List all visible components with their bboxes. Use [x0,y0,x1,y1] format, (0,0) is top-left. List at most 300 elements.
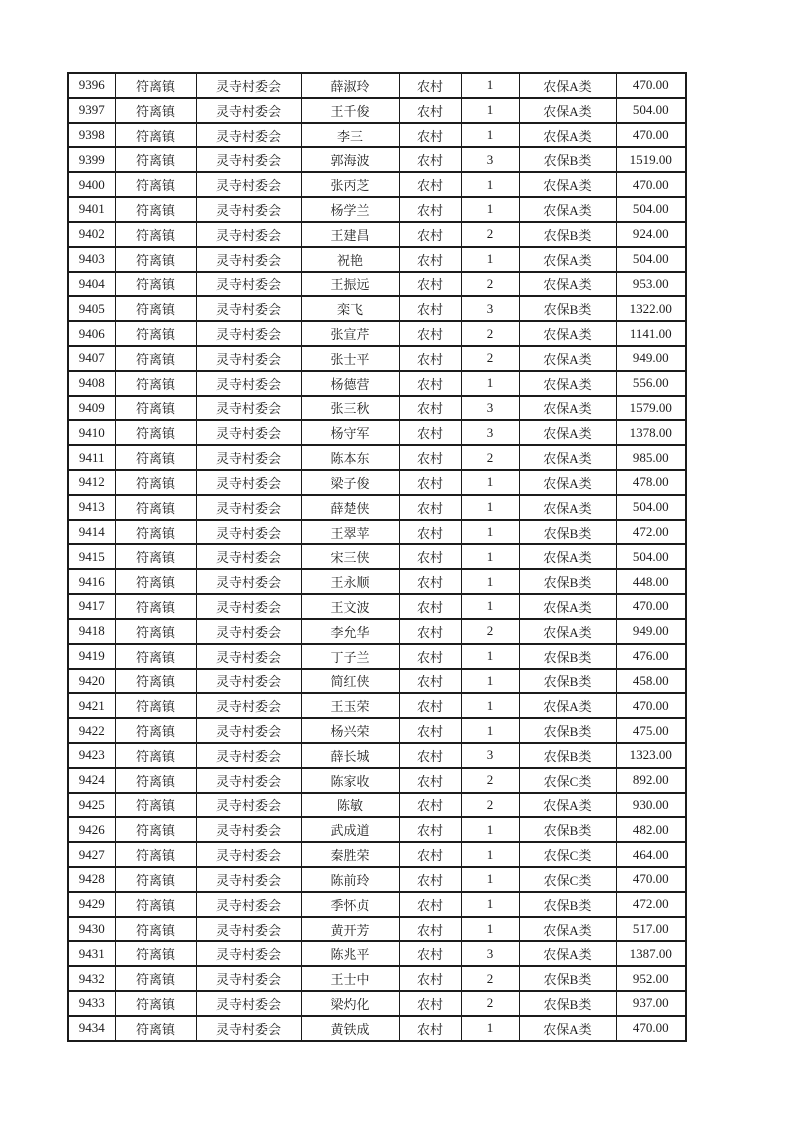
cell-person-count: 1 [461,892,519,917]
cell-serial-number: 9397 [68,98,115,123]
cell-serial-number: 9396 [68,73,115,98]
cell-residence-type: 农村 [399,718,461,743]
cell-serial-number: 9420 [68,669,115,694]
table-row [68,73,686,98]
cell-residence-type: 农村 [399,817,461,842]
cell-residence-type: 农村 [399,247,461,272]
table-row [68,867,686,892]
table-row [68,842,686,867]
cell-town: 符离镇 [115,98,196,123]
cell-village-committee: 灵寺村委会 [196,941,301,966]
cell-person-count: 1 [461,172,519,197]
cell-amount: 985.00 [616,445,686,470]
table-row [68,917,686,942]
cell-residence-type: 农村 [399,272,461,297]
cell-village-committee: 灵寺村委会 [196,669,301,694]
cell-amount: 470.00 [616,73,686,98]
cell-serial-number: 9402 [68,222,115,247]
cell-insurance-category: 农保C类 [519,842,616,867]
cell-person-name: 张丙芝 [301,172,399,197]
cell-town: 符离镇 [115,445,196,470]
cell-amount: 924.00 [616,222,686,247]
cell-village-committee: 灵寺村委会 [196,272,301,297]
cell-residence-type: 农村 [399,842,461,867]
cell-person-count: 2 [461,966,519,991]
cell-person-count: 2 [461,272,519,297]
cell-insurance-category: 农保A类 [519,1016,616,1041]
cell-amount: 930.00 [616,793,686,818]
cell-residence-type: 农村 [399,495,461,520]
cell-person-count: 1 [461,73,519,98]
cell-insurance-category: 农保B类 [519,569,616,594]
cell-person-count: 3 [461,743,519,768]
cell-village-committee: 灵寺村委会 [196,247,301,272]
cell-town: 符离镇 [115,917,196,942]
cell-person-name: 李允华 [301,619,399,644]
cell-amount: 470.00 [616,172,686,197]
cell-serial-number: 9407 [68,346,115,371]
cell-amount: 470.00 [616,594,686,619]
cell-person-count: 1 [461,98,519,123]
table-row [68,619,686,644]
cell-person-name: 杨兴荣 [301,718,399,743]
cell-village-committee: 灵寺村委会 [196,346,301,371]
cell-insurance-category: 农保B类 [519,966,616,991]
table-row [68,98,686,123]
cell-insurance-category: 农保A类 [519,73,616,98]
cell-insurance-category: 农保A类 [519,346,616,371]
cell-person-name: 陈兆平 [301,941,399,966]
table-row [68,222,686,247]
cell-insurance-category: 农保C类 [519,768,616,793]
cell-village-committee: 灵寺村委会 [196,644,301,669]
cell-residence-type: 农村 [399,520,461,545]
cell-town: 符离镇 [115,569,196,594]
cell-amount: 470.00 [616,1016,686,1041]
table-row [68,197,686,222]
cell-person-count: 3 [461,420,519,445]
cell-amount: 475.00 [616,718,686,743]
cell-town: 符离镇 [115,842,196,867]
table-row [68,321,686,346]
cell-person-count: 3 [461,941,519,966]
cell-insurance-category: 农保A类 [519,420,616,445]
cell-insurance-category: 农保A类 [519,594,616,619]
cell-person-name: 王振远 [301,272,399,297]
cell-person-count: 1 [461,123,519,148]
table-row [68,420,686,445]
cell-person-count: 2 [461,991,519,1016]
cell-village-committee: 灵寺村委会 [196,445,301,470]
cell-person-count: 1 [461,693,519,718]
cell-serial-number: 9413 [68,495,115,520]
cell-person-name: 秦胜荣 [301,842,399,867]
table-row [68,495,686,520]
cell-person-count: 1 [461,1016,519,1041]
cell-person-count: 3 [461,396,519,421]
cell-village-committee: 灵寺村委会 [196,98,301,123]
cell-town: 符离镇 [115,222,196,247]
cell-town: 符离镇 [115,669,196,694]
cell-insurance-category: 农保B类 [519,892,616,917]
cell-serial-number: 9401 [68,197,115,222]
cell-village-committee: 灵寺村委会 [196,793,301,818]
cell-amount: 464.00 [616,842,686,867]
cell-village-committee: 灵寺村委会 [196,123,301,148]
table-row [68,644,686,669]
cell-village-committee: 灵寺村委会 [196,842,301,867]
cell-person-count: 1 [461,544,519,569]
table-row [68,247,686,272]
cell-town: 符离镇 [115,793,196,818]
cell-village-committee: 灵寺村委会 [196,693,301,718]
cell-serial-number: 9419 [68,644,115,669]
cell-serial-number: 9399 [68,147,115,172]
cell-amount: 1378.00 [616,420,686,445]
cell-amount: 472.00 [616,892,686,917]
cell-person-count: 1 [461,817,519,842]
cell-person-name: 梁灼化 [301,991,399,1016]
cell-town: 符离镇 [115,991,196,1016]
cell-person-name: 简红侠 [301,669,399,694]
cell-village-committee: 灵寺村委会 [196,966,301,991]
cell-town: 符离镇 [115,1016,196,1041]
cell-insurance-category: 农保B类 [519,718,616,743]
cell-person-name: 张三秋 [301,396,399,421]
cell-person-count: 1 [461,197,519,222]
cell-person-count: 1 [461,917,519,942]
cell-town: 符离镇 [115,247,196,272]
cell-person-name: 王翠苹 [301,520,399,545]
cell-person-name: 杨学兰 [301,197,399,222]
cell-village-committee: 灵寺村委会 [196,197,301,222]
cell-town: 符离镇 [115,544,196,569]
cell-insurance-category: 农保A类 [519,272,616,297]
cell-residence-type: 农村 [399,991,461,1016]
cell-residence-type: 农村 [399,569,461,594]
cell-insurance-category: 农保A类 [519,917,616,942]
table-row [68,991,686,1016]
table-row [68,346,686,371]
cell-village-committee: 灵寺村委会 [196,495,301,520]
cell-town: 符离镇 [115,768,196,793]
cell-insurance-category: 农保B类 [519,222,616,247]
cell-amount: 1519.00 [616,147,686,172]
cell-amount: 448.00 [616,569,686,594]
cell-town: 符离镇 [115,147,196,172]
cell-town: 符离镇 [115,867,196,892]
cell-amount: 482.00 [616,817,686,842]
cell-serial-number: 9424 [68,768,115,793]
cell-amount: 476.00 [616,644,686,669]
cell-town: 符离镇 [115,941,196,966]
cell-person-count: 1 [461,718,519,743]
cell-amount: 1323.00 [616,743,686,768]
table-row [68,793,686,818]
cell-amount: 470.00 [616,123,686,148]
cell-insurance-category: 农保B类 [519,743,616,768]
cell-residence-type: 农村 [399,693,461,718]
cell-person-count: 2 [461,321,519,346]
cell-village-committee: 灵寺村委会 [196,892,301,917]
cell-residence-type: 农村 [399,941,461,966]
cell-insurance-category: 农保A类 [519,123,616,148]
cell-town: 符离镇 [115,470,196,495]
cell-village-committee: 灵寺村委会 [196,321,301,346]
cell-residence-type: 农村 [399,544,461,569]
cell-amount: 892.00 [616,768,686,793]
cell-residence-type: 农村 [399,669,461,694]
cell-residence-type: 农村 [399,768,461,793]
cell-residence-type: 农村 [399,346,461,371]
cell-village-committee: 灵寺村委会 [196,867,301,892]
cell-village-committee: 灵寺村委会 [196,1016,301,1041]
cell-person-name: 陈家收 [301,768,399,793]
cell-insurance-category: 农保A类 [519,544,616,569]
cell-person-count: 1 [461,594,519,619]
cell-residence-type: 农村 [399,892,461,917]
cell-village-committee: 灵寺村委会 [196,817,301,842]
table-row [68,123,686,148]
cell-residence-type: 农村 [399,73,461,98]
cell-person-name: 李三 [301,123,399,148]
cell-serial-number: 9429 [68,892,115,917]
cell-town: 符离镇 [115,272,196,297]
cell-amount: 556.00 [616,371,686,396]
cell-person-name: 郭海波 [301,147,399,172]
cell-amount: 1579.00 [616,396,686,421]
cell-residence-type: 农村 [399,594,461,619]
cell-residence-type: 农村 [399,619,461,644]
cell-person-count: 3 [461,147,519,172]
cell-serial-number: 9412 [68,470,115,495]
cell-amount: 470.00 [616,867,686,892]
cell-person-count: 1 [461,842,519,867]
cell-serial-number: 9415 [68,544,115,569]
cell-person-name: 张宣芹 [301,321,399,346]
table-row [68,743,686,768]
cell-village-committee: 灵寺村委会 [196,172,301,197]
table-row [68,1016,686,1041]
cell-person-count: 1 [461,495,519,520]
cell-person-name: 黄开芳 [301,917,399,942]
cell-insurance-category: 农保A类 [519,470,616,495]
cell-village-committee: 灵寺村委会 [196,222,301,247]
cell-person-name: 王千俊 [301,98,399,123]
cell-person-count: 1 [461,867,519,892]
table-row [68,718,686,743]
cell-serial-number: 9433 [68,991,115,1016]
cell-insurance-category: 农保A类 [519,693,616,718]
table-row [68,172,686,197]
cell-serial-number: 9425 [68,793,115,818]
cell-town: 符离镇 [115,495,196,520]
cell-amount: 504.00 [616,495,686,520]
cell-insurance-category: 农保A类 [519,941,616,966]
cell-amount: 1322.00 [616,296,686,321]
table-row [68,693,686,718]
cell-village-committee: 灵寺村委会 [196,743,301,768]
table-row [68,445,686,470]
cell-person-name: 武成道 [301,817,399,842]
table-row [68,272,686,297]
cell-insurance-category: 农保B类 [519,520,616,545]
cell-amount: 458.00 [616,669,686,694]
cell-amount: 517.00 [616,917,686,942]
cell-person-name: 王文波 [301,594,399,619]
cell-insurance-category: 农保A类 [519,793,616,818]
table-row [68,817,686,842]
cell-residence-type: 农村 [399,371,461,396]
cell-person-name: 陈前玲 [301,867,399,892]
cell-serial-number: 9427 [68,842,115,867]
table-row [68,470,686,495]
cell-person-count: 2 [461,768,519,793]
cell-insurance-category: 农保A类 [519,321,616,346]
cell-amount: 937.00 [616,991,686,1016]
cell-insurance-category: 农保A类 [519,172,616,197]
cell-person-count: 2 [461,346,519,371]
cell-person-count: 1 [461,470,519,495]
cell-person-name: 祝艳 [301,247,399,272]
cell-village-committee: 灵寺村委会 [196,768,301,793]
cell-village-committee: 灵寺村委会 [196,594,301,619]
cell-person-name: 王永顺 [301,569,399,594]
cell-amount: 504.00 [616,197,686,222]
cell-residence-type: 农村 [399,321,461,346]
cell-residence-type: 农村 [399,1016,461,1041]
cell-person-count: 2 [461,445,519,470]
cell-town: 符离镇 [115,73,196,98]
cell-insurance-category: 农保A类 [519,371,616,396]
table-row [68,296,686,321]
cell-serial-number: 9426 [68,817,115,842]
cell-town: 符离镇 [115,346,196,371]
cell-person-name: 梁子俊 [301,470,399,495]
cell-serial-number: 9431 [68,941,115,966]
cell-person-name: 栾飞 [301,296,399,321]
cell-person-name: 张士平 [301,346,399,371]
cell-person-name: 王玉荣 [301,693,399,718]
cell-person-count: 2 [461,793,519,818]
cell-village-committee: 灵寺村委会 [196,470,301,495]
cell-town: 符离镇 [115,693,196,718]
cell-person-name: 薛楚侠 [301,495,399,520]
cell-insurance-category: 农保B类 [519,147,616,172]
cell-serial-number: 9422 [68,718,115,743]
cell-village-committee: 灵寺村委会 [196,619,301,644]
cell-residence-type: 农村 [399,743,461,768]
cell-person-name: 陈本东 [301,445,399,470]
cell-insurance-category: 农保A类 [519,197,616,222]
cell-serial-number: 9421 [68,693,115,718]
table-row [68,669,686,694]
cell-town: 符离镇 [115,321,196,346]
cell-residence-type: 农村 [399,197,461,222]
cell-serial-number: 9414 [68,520,115,545]
cell-insurance-category: 农保C类 [519,867,616,892]
cell-person-name: 杨德营 [301,371,399,396]
table-row [68,966,686,991]
cell-town: 符离镇 [115,644,196,669]
cell-amount: 478.00 [616,470,686,495]
cell-person-count: 3 [461,296,519,321]
cell-amount: 504.00 [616,544,686,569]
cell-amount: 504.00 [616,247,686,272]
table-row [68,892,686,917]
cell-serial-number: 9409 [68,396,115,421]
cell-town: 符离镇 [115,123,196,148]
cell-person-count: 1 [461,247,519,272]
cell-person-name: 陈敏 [301,793,399,818]
cell-amount: 1387.00 [616,941,686,966]
cell-town: 符离镇 [115,420,196,445]
table-row [68,544,686,569]
cell-person-count: 2 [461,222,519,247]
cell-serial-number: 9430 [68,917,115,942]
cell-person-count: 1 [461,569,519,594]
cell-serial-number: 9410 [68,420,115,445]
cell-village-committee: 灵寺村委会 [196,147,301,172]
cell-residence-type: 农村 [399,867,461,892]
cell-village-committee: 灵寺村委会 [196,718,301,743]
cell-amount: 952.00 [616,966,686,991]
cell-residence-type: 农村 [399,445,461,470]
cell-village-committee: 灵寺村委会 [196,544,301,569]
cell-town: 符离镇 [115,520,196,545]
cell-residence-type: 农村 [399,644,461,669]
cell-insurance-category: 农保B类 [519,817,616,842]
cell-insurance-category: 农保A类 [519,247,616,272]
cell-amount: 470.00 [616,693,686,718]
cell-residence-type: 农村 [399,147,461,172]
cell-residence-type: 农村 [399,917,461,942]
cell-town: 符离镇 [115,396,196,421]
cell-town: 符离镇 [115,296,196,321]
cell-serial-number: 9432 [68,966,115,991]
cell-residence-type: 农村 [399,98,461,123]
cell-town: 符离镇 [115,892,196,917]
cell-person-count: 1 [461,520,519,545]
cell-serial-number: 9416 [68,569,115,594]
cell-insurance-category: 农保A类 [519,619,616,644]
cell-serial-number: 9411 [68,445,115,470]
cell-serial-number: 9406 [68,321,115,346]
cell-serial-number: 9405 [68,296,115,321]
cell-residence-type: 农村 [399,123,461,148]
cell-amount: 953.00 [616,272,686,297]
cell-village-committee: 灵寺村委会 [196,371,301,396]
cell-town: 符离镇 [115,197,196,222]
cell-insurance-category: 农保A类 [519,495,616,520]
cell-village-committee: 灵寺村委会 [196,520,301,545]
cell-person-name: 杨守军 [301,420,399,445]
cell-residence-type: 农村 [399,420,461,445]
cell-person-name: 薛长城 [301,743,399,768]
cell-insurance-category: 农保B类 [519,669,616,694]
cell-amount: 1141.00 [616,321,686,346]
cell-serial-number: 9403 [68,247,115,272]
table-row [68,594,686,619]
cell-serial-number: 9408 [68,371,115,396]
cell-town: 符离镇 [115,743,196,768]
table-row [68,520,686,545]
cell-serial-number: 9418 [68,619,115,644]
cell-person-count: 1 [461,644,519,669]
cell-amount: 472.00 [616,520,686,545]
table-row [68,768,686,793]
cell-serial-number: 9404 [68,272,115,297]
